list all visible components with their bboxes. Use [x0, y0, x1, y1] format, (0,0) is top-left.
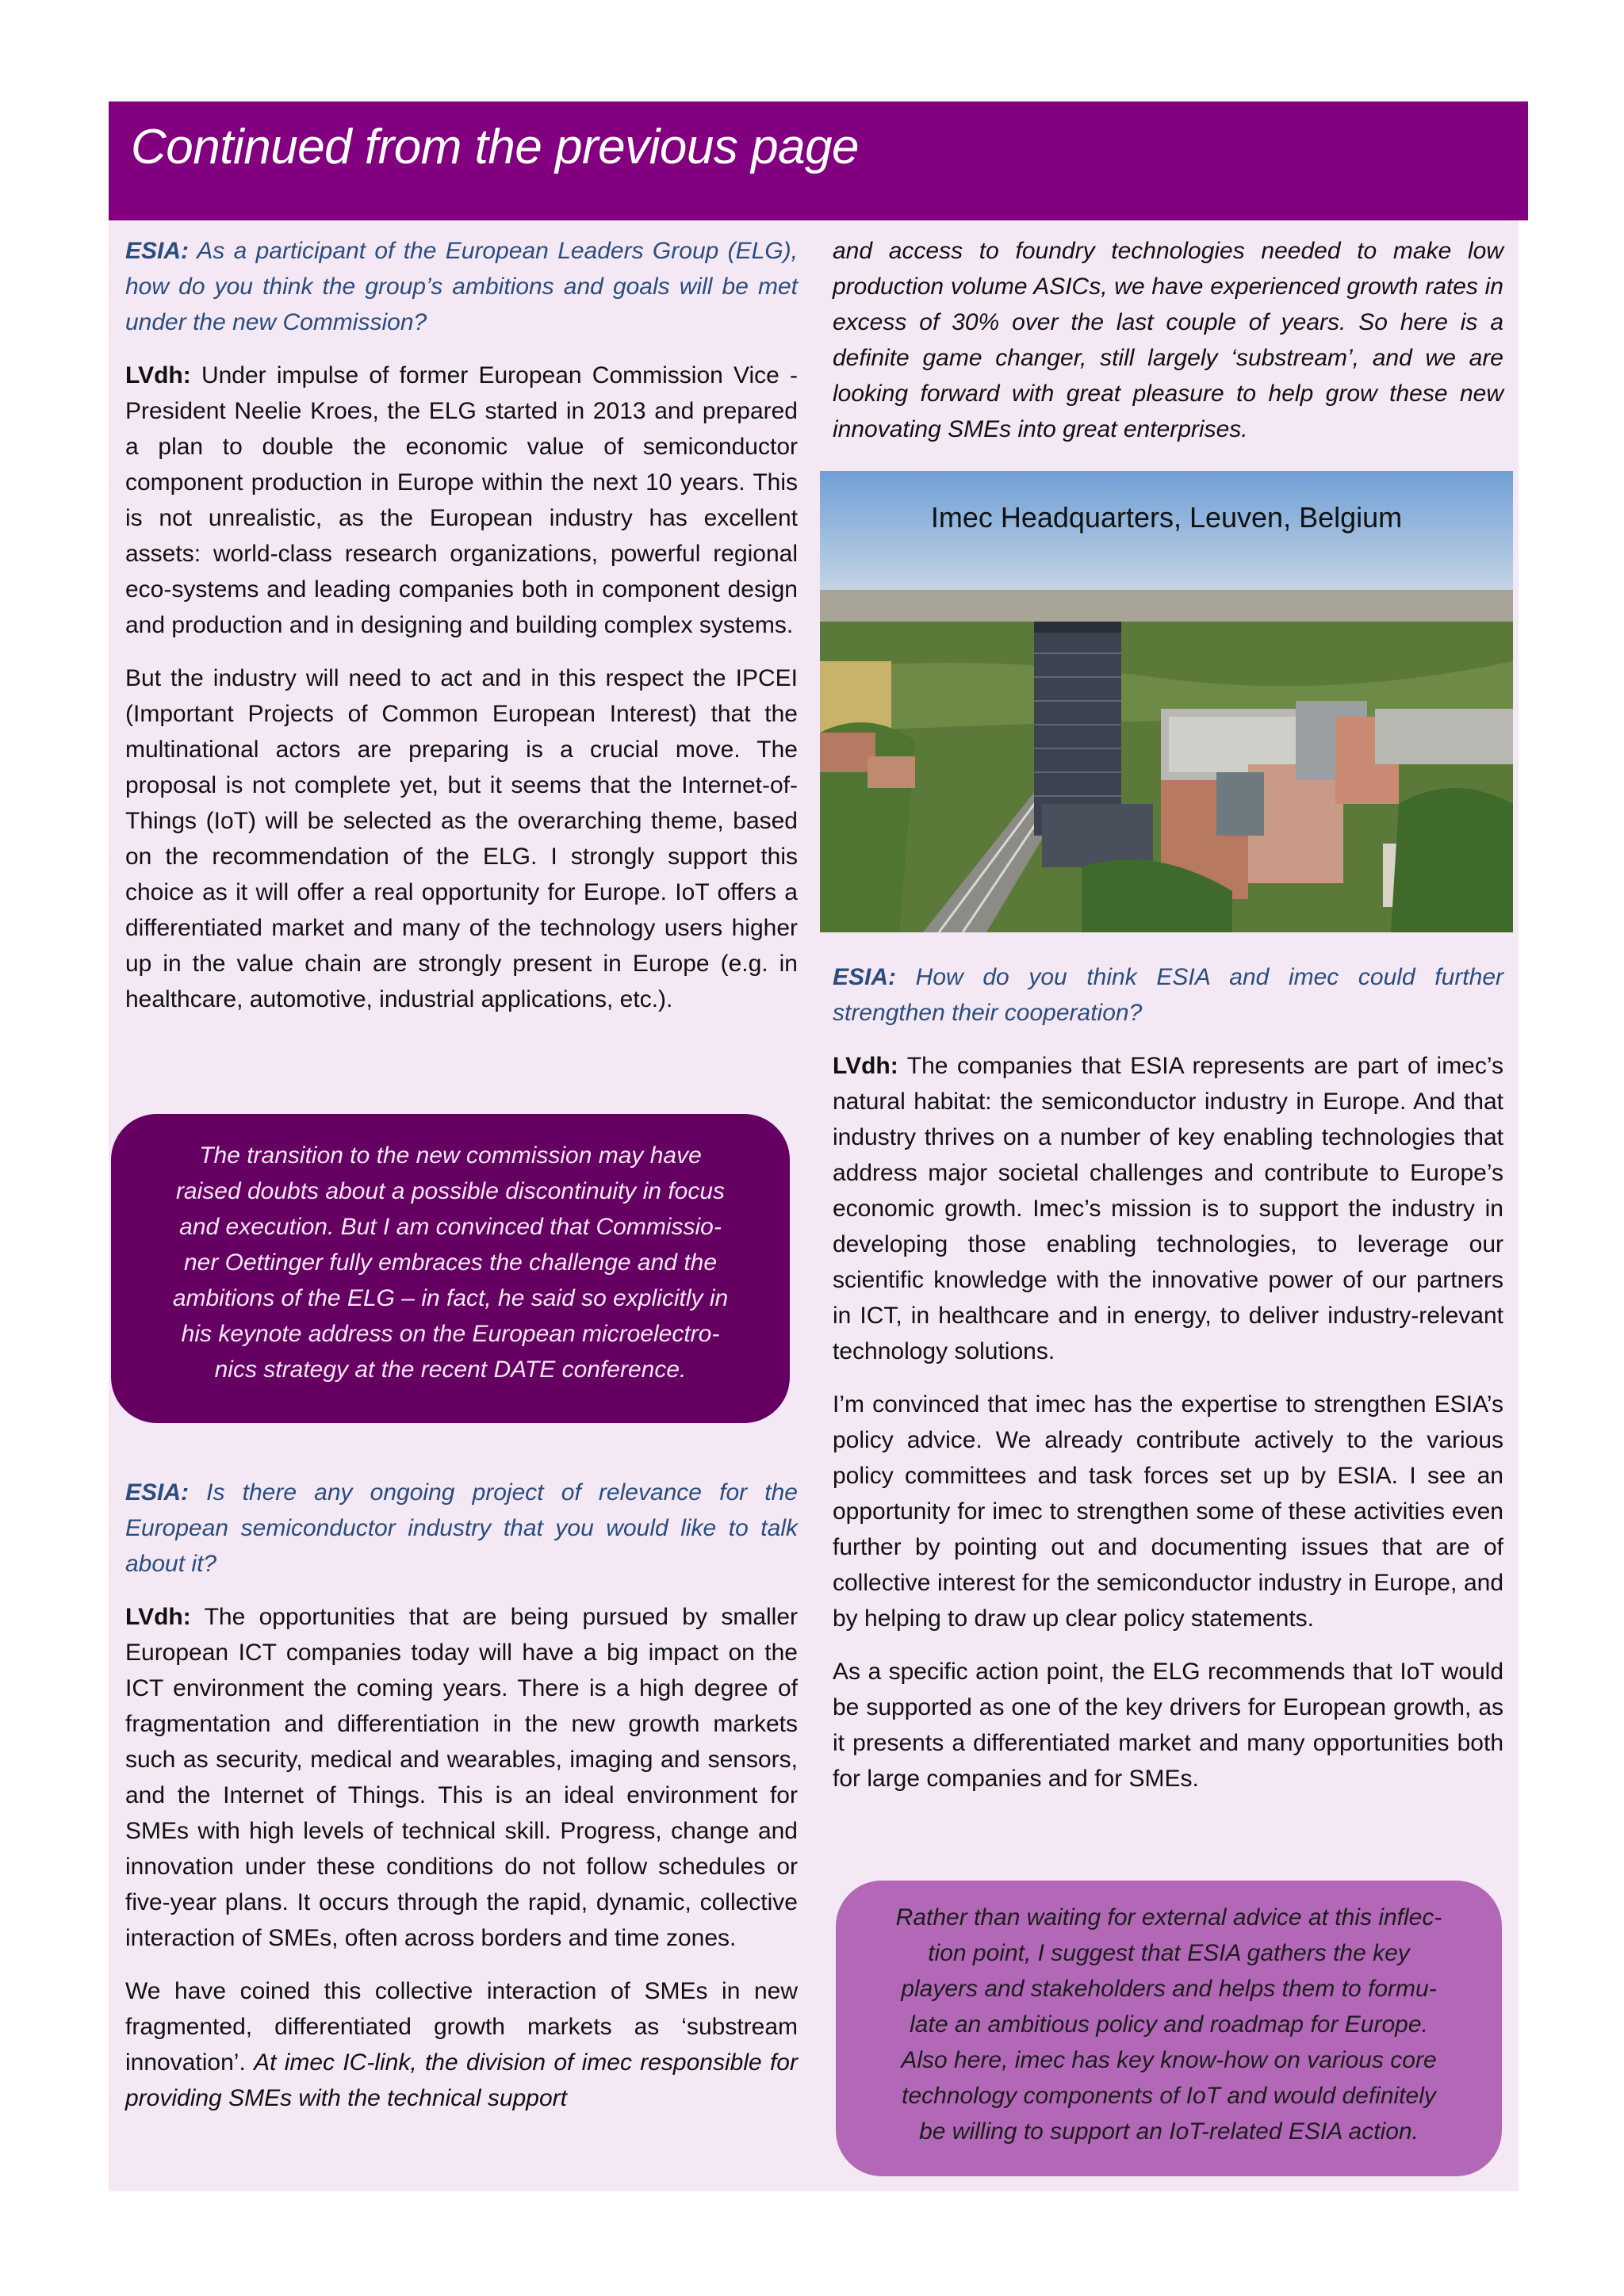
pull-quote-line: technology components of IoT and would definitely	[902, 2083, 1436, 2109]
pull-quote-line: Rather than waiting for external advice at this inflec-	[895, 1904, 1442, 1931]
answer-text: The companies that ESIA represents are part of imec’s natural habitat: the semiconductor industry in Europe. And that industry thrives on a number of key enabling technologies that address major societal challenges and contribute to Europe’s economic growth. Imec’s mission is to support the industry in developing those enabling technologies, to leverage our scientific knowledge with the innovative power of our partners in ICT, in healthcare and in energy, to deliver industry-relevant technology solutions.	[833, 1053, 1503, 1364]
pull-quote-line: and execution. But I am convinced that Commissio-	[179, 1214, 722, 1240]
continuation-paragraph: and access to foundry technologies needed to make low production volume ASICs, we have experienced growth rates in excess of 30% over the last couple of years. So here is a definite game changer, still largely ‘substream’, and we are looking forward with great pleasure to help grow these new innovating SMEs into great enterprises.	[833, 238, 1503, 442]
pull-quote-line: ambitions of the ELG – in fact, he said so explicitly in	[172, 1285, 729, 1311]
answer-text: Under impulse of former European Commission Vice -President Neelie Kroes, the ELG started in 2013 and prepared a plan to double the economic value of semiconductor component production in Europe within the next 10 years. This is not unrealistic, as the European industry has excellent assets: world-class research organizations, powerful regional eco-systems and leading companies both in component design and production and in designing and building complex systems.	[125, 362, 798, 638]
question-text: Is there any ongoing project of relevance for the European semiconductor industry that you would like to talk about it?	[125, 1479, 798, 1577]
question-elg	[125, 233, 798, 340]
answer-elg-paragraph-2: But the industry will need to act and in this respect the IPCEI (Important Projects of Common European Interest) that the multinational actors are preparing is a crucial move. The proposal is not complete yet, but it seems that the Internet-of-Things (IoT) will be selected as the overarching theme, based on the recommendation of the ELG. I strongly support this choice as it will offer a real opportunity for Europe. IoT offers a differentiated market and many of the technology users higher up in the value chain are strongly present in Europe (e.g. in healthcare, automotive, industrial applications, etc.).	[125, 665, 798, 1012]
answer-substream-paragraph	[125, 1973, 798, 2116]
question-speaker: ESIA:	[125, 1479, 190, 1506]
pull-quote-policy	[836, 1881, 1502, 2176]
question-text: How do you think ESIA and imec could further strengthen their cooperation?	[833, 964, 1503, 1026]
page-title: Continued from the previous page	[131, 120, 860, 174]
answer-speaker: LVdh:	[125, 1604, 191, 1630]
right-column-lower	[833, 959, 1503, 1814]
answer-ongoing-project	[125, 1599, 798, 1956]
question-speaker: ESIA:	[833, 964, 897, 990]
answer-speaker: LVdh:	[125, 362, 191, 388]
left-column-lower	[125, 1475, 798, 2133]
aerial-city-illustration	[820, 471, 1513, 932]
pull-quote-line: be willing to support an IoT-related ESIA action.	[919, 2118, 1419, 2145]
pull-quote-line: Also here, imec has key know-how on various core	[901, 2047, 1437, 2073]
imec-headquarters-photo	[820, 471, 1513, 932]
answer-text: The opportunities that are being pursued by smaller European ICT companies today will have a big impact on the ICT environment the coming years. There is a high degree of fragmentation and differentiation in the new growth markets such as security, medical and wearables, imaging and sensors, and the Internet of Things. This is an ideal environment for SMEs with high levels of technical skill. Progress, change and innovation under these conditions do not follow schedules or five-year plans. It occurs through the rapid, dynamic, collective interaction of SMEs, often across borders and time zones.	[125, 1604, 799, 1951]
answer-policy-paragraph: I’m convinced that imec has the expertise to strengthen ESIA’s policy advice. We already contribute actively to the various policy committees and task forces set up by ESIA. I see an opportunity for imec to strengthen some of these activities even further by pointing out and documenting issues that are of collective interest for the semiconductor industry in Europe, and by helping to draw up clear policy statements.	[833, 1391, 1503, 1632]
right-column-top	[833, 233, 1503, 465]
pull-quote-line: his keynote address on the European microelectro-	[181, 1321, 720, 1347]
pull-quote-commission	[111, 1114, 790, 1423]
pull-quote-line: tion point, I suggest that ESIA gathers the key	[928, 1940, 1410, 1966]
pull-quote-line: players and stakeholders and helps them to formu-	[901, 1976, 1437, 2002]
pull-quote-line: ner Oettinger fully embraces the challenge and the	[183, 1249, 718, 1276]
question-cooperation	[833, 959, 1503, 1031]
photo-caption: Imec Headquarters, Leuven, Belgium	[930, 501, 1403, 534]
pull-quote-line: The transition to the new commission may have	[199, 1142, 702, 1169]
pull-quote-line: raised doubts about a possible discontinuity in focus	[175, 1178, 726, 1204]
left-column	[125, 233, 798, 1035]
substream-plain-text: We have coined this collective interaction of SMEs in new fragmented, differentiated growth markets as ‘substream innovation’.	[125, 1978, 798, 2076]
question-speaker: ESIA:	[125, 238, 190, 264]
answer-cooperation	[833, 1048, 1503, 1369]
substream-italic-text: At imec IC-link, the division of imec responsible for providing SMEs with the technical support	[125, 2049, 798, 2111]
question-ongoing-project	[125, 1475, 798, 1582]
page-banner	[109, 101, 1528, 220]
question-text: As a participant of the European Leaders Group (ELG), how do you think the group’s ambitions and goals will be met under the new Commission?	[125, 238, 798, 335]
answer-speaker: LVdh:	[833, 1053, 898, 1079]
pull-quote-line: nics strategy at the recent DATE conference.	[214, 1357, 687, 1383]
answer-action-point-paragraph: As a specific action point, the ELG recommends that IoT would be supported as one of the key drivers for European growth, as it presents a differentiated market and many opportunities both for large companies and for SMEs.	[833, 1659, 1503, 1792]
answer-elg	[125, 358, 798, 643]
pull-quote-line: late an ambitious policy and roadmap for Europe.	[910, 2011, 1428, 2038]
